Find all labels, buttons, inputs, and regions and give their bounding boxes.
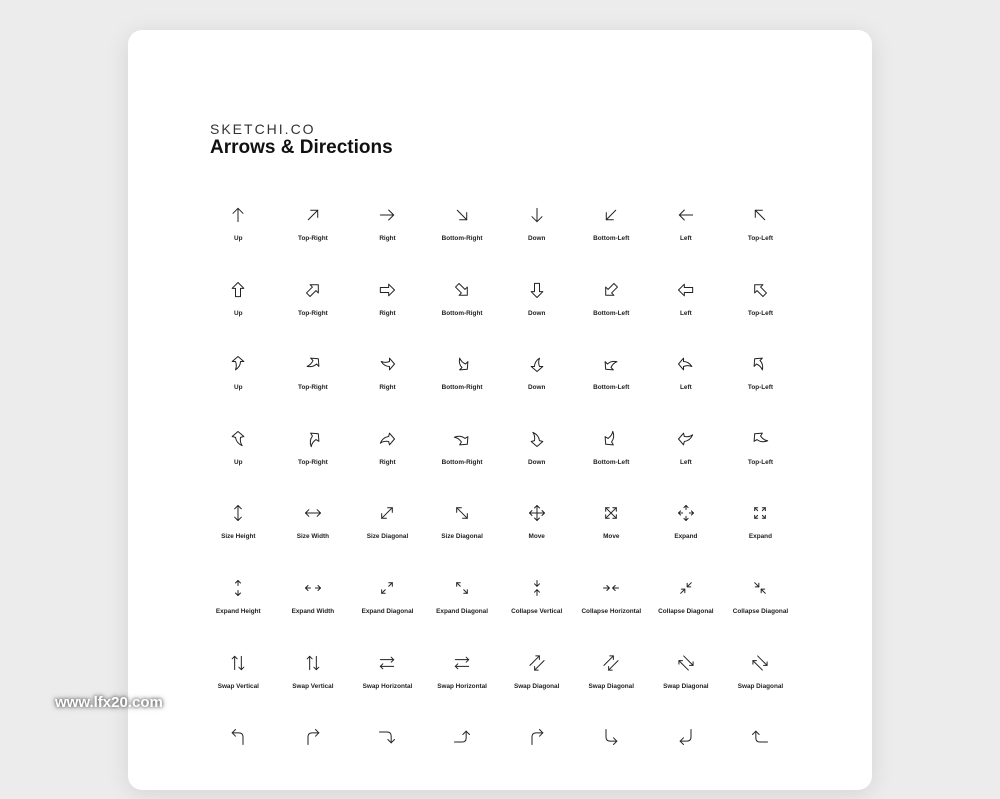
icon-label: Move (528, 533, 545, 541)
icon-tile (350, 575, 425, 650)
size-diagonal-nw-icon (452, 503, 472, 523)
icon-tile (201, 500, 276, 575)
icon-tile (499, 724, 574, 799)
collapse-horizontal-icon (601, 578, 621, 598)
arrow-down-icon (527, 205, 547, 225)
turn-up-right-alt-icon (527, 727, 547, 747)
block-arrow-bottom-left-icon (601, 280, 621, 300)
arrow-bottom-right-icon (452, 205, 472, 225)
icon-label: Expand Height (215, 607, 261, 615)
page-title: Arrows & Directions (210, 137, 393, 158)
icon-label: Swap Vertical (217, 682, 259, 690)
icon-tile (499, 500, 574, 575)
icon-tile (276, 500, 351, 575)
icon-tile (201, 724, 276, 799)
icon-tile (425, 351, 500, 426)
icon-label: Swap Diagonal (588, 682, 634, 690)
block-arrow-top-right-icon (303, 280, 323, 300)
icon-label: Bottom-Left (593, 384, 630, 392)
curved-arrow-left-alt-icon (676, 429, 696, 449)
icon-tile (201, 351, 276, 426)
block-arrow-bottom-right-icon (452, 280, 472, 300)
collapse-diagonal-nw-icon (750, 578, 770, 598)
move-diagonal-icon (601, 503, 621, 523)
icon-tile (723, 724, 798, 799)
curved-arrow-top-right-alt-icon (303, 429, 323, 449)
icon-tile (499, 351, 574, 426)
icon-label: Swap Diagonal (513, 682, 560, 690)
icon-tile (499, 426, 574, 501)
icon-tile (350, 724, 425, 799)
icon-label: Collapse Vertical (511, 607, 563, 615)
icon-tile (276, 351, 351, 426)
icon-label: Top-Right (298, 309, 328, 317)
brand-name: SKETCHI.CO (210, 121, 316, 137)
curved-arrow-bottom-right-icon (452, 354, 472, 374)
turn-up-left-icon (228, 727, 248, 747)
icon-tile (276, 575, 351, 650)
icon-tile (499, 650, 574, 725)
icon-tile (649, 351, 724, 426)
icon-label: Size Diagonal (366, 533, 409, 541)
icon-grid (201, 202, 798, 799)
turn-right-down-icon (601, 727, 621, 747)
icon-tile (723, 277, 798, 352)
arrow-up-icon (228, 205, 248, 225)
swap-diagonal-ne-alt-icon (601, 653, 621, 673)
curved-arrow-right-icon (377, 354, 397, 374)
icon-label: Down (527, 309, 546, 317)
icon-tile (276, 277, 351, 352)
icon-tile (649, 500, 724, 575)
block-arrow-up-icon (228, 280, 248, 300)
icon-tile (350, 650, 425, 725)
icon-label: Left (680, 235, 692, 242)
expand-width-icon (303, 578, 323, 598)
icon-tile (649, 575, 724, 650)
icon-label: Up (234, 235, 243, 242)
icon-label: Down (527, 458, 546, 466)
turn-up-right-icon (303, 727, 323, 747)
icon-label: Left (680, 309, 692, 317)
swap-diagonal-ne-icon (527, 653, 547, 673)
turn-down-left-icon (452, 727, 472, 747)
icon-tile (723, 500, 798, 575)
curved-arrow-top-right-icon (303, 354, 323, 374)
expand-diagonal-icon (750, 503, 770, 523)
icon-tile (723, 202, 798, 277)
curved-arrow-bottom-left-icon (601, 354, 621, 374)
block-arrow-down-icon (527, 280, 547, 300)
icon-tile (276, 202, 351, 277)
icon-tile (425, 426, 500, 501)
icon-sheet-card (128, 30, 872, 790)
icon-label: Expand Width (291, 607, 335, 615)
swap-vertical-icon (228, 653, 248, 673)
turn-down-left-alt-icon (676, 727, 696, 747)
collapse-diagonal-ne-icon (676, 578, 696, 598)
icon-label: Top-Left (747, 235, 773, 242)
block-arrow-left-icon (676, 280, 696, 300)
icon-tile (574, 650, 649, 725)
icon-label: Move (603, 533, 620, 541)
icon-label: Bottom-Right (441, 235, 483, 242)
icon-label: Bottom-Left (593, 235, 630, 242)
icon-tile (574, 575, 649, 650)
swap-vertical-alt-icon (303, 653, 323, 673)
icon-label: Size Height (221, 533, 256, 541)
icon-tile (201, 277, 276, 352)
icon-label: Left (680, 384, 692, 392)
icon-label: Expand (674, 533, 698, 541)
icon-label: Right (379, 458, 396, 466)
move-icon (527, 503, 547, 523)
block-arrow-top-left-icon (750, 280, 770, 300)
curved-arrow-bottom-right-alt-icon (452, 429, 472, 449)
icon-tile (350, 351, 425, 426)
turn-down-right-icon (377, 727, 397, 747)
turn-left-up-icon (750, 727, 770, 747)
icon-tile (276, 724, 351, 799)
icon-label: Expand (748, 533, 772, 541)
icon-label: Top-Right (298, 458, 328, 466)
icon-tile (201, 202, 276, 277)
size-diagonal-ne-icon (377, 503, 397, 523)
expand-diagonal-ne-icon (377, 578, 397, 598)
icon-tile (574, 500, 649, 575)
icon-label: Right (379, 384, 396, 392)
curved-arrow-down-alt-icon (527, 429, 547, 449)
expand-diagonal-nw-icon (452, 578, 472, 598)
curved-arrow-up-alt-icon (228, 429, 248, 449)
icon-label: Top-Left (747, 384, 773, 392)
curved-arrow-left-icon (676, 354, 696, 374)
icon-label: Expand Diagonal (436, 607, 488, 615)
icon-label: Bottom-Right (441, 384, 483, 392)
icon-label: Bottom-Right (441, 458, 483, 466)
icon-label: Right (379, 235, 396, 242)
arrow-bottom-left-icon (601, 205, 621, 225)
icon-tile (350, 500, 425, 575)
curved-arrow-down-icon (527, 354, 547, 374)
icon-tile (425, 202, 500, 277)
icon-tile (276, 650, 351, 725)
icon-label: Bottom-Left (593, 309, 630, 317)
icon-tile (723, 575, 798, 650)
icon-tile (574, 724, 649, 799)
icon-label: Swap Horizontal (362, 682, 413, 690)
swap-horizontal-icon (377, 653, 397, 673)
icon-label: Down (527, 384, 546, 392)
watermark-text: www.lfx20.com (55, 694, 163, 711)
icon-tile (425, 575, 500, 650)
curved-arrow-top-left-icon (750, 354, 770, 374)
icon-label: Swap Diagonal (663, 682, 709, 690)
icon-tile (201, 650, 276, 725)
curved-arrow-right-alt-icon (377, 429, 397, 449)
icon-label: Top-Left (747, 458, 773, 466)
icon-label: Right (379, 309, 396, 317)
arrow-left-icon (676, 205, 696, 225)
icon-tile (649, 277, 724, 352)
icon-tile (201, 575, 276, 650)
expand-icon (676, 503, 696, 523)
arrow-top-right-icon (303, 205, 323, 225)
icon-label: Swap Horizontal (437, 682, 487, 690)
swap-diagonal-nw-icon (676, 653, 696, 673)
block-arrow-right-icon (377, 280, 397, 300)
icon-tile (201, 426, 276, 501)
arrow-right-icon (377, 205, 397, 225)
icon-tile (723, 650, 798, 725)
collapse-vertical-icon (527, 578, 547, 598)
icon-tile (425, 277, 500, 352)
icon-tile (350, 277, 425, 352)
icon-label: Collapse Diagonal (732, 607, 789, 615)
swap-horizontal-alt-icon (452, 653, 472, 673)
curved-arrow-top-left-alt-icon (750, 429, 770, 449)
icon-tile (350, 426, 425, 501)
swap-diagonal-nw-alt-icon (750, 653, 770, 673)
icon-tile (425, 500, 500, 575)
icon-label: Left (680, 458, 692, 466)
expand-height-icon (228, 578, 248, 598)
icon-label: Top-Left (747, 309, 773, 317)
icon-label: Size Width (296, 533, 330, 541)
icon-tile (649, 724, 724, 799)
curved-arrow-up-icon (228, 354, 248, 374)
arrow-top-left-icon (750, 205, 770, 225)
icon-tile (425, 724, 500, 799)
icon-tile (649, 650, 724, 725)
icon-tile (425, 650, 500, 725)
curved-arrow-bottom-left-alt-icon (601, 429, 621, 449)
icon-label: Swap Vertical (292, 682, 334, 690)
icon-tile (649, 202, 724, 277)
icon-tile (499, 202, 574, 277)
icon-label: Collapse Diagonal (658, 607, 714, 615)
size-width-icon (303, 503, 323, 523)
icon-label: Expand Diagonal (361, 607, 414, 615)
icon-label: Bottom-Left (593, 458, 630, 466)
icon-tile (499, 575, 574, 650)
icon-label: Down (527, 235, 546, 242)
icon-label: Up (234, 384, 243, 392)
icon-label: Swap Diagonal (737, 682, 784, 690)
icon-label: Bottom-Right (441, 309, 483, 317)
icon-label: Size Diagonal (441, 533, 483, 541)
icon-label: Up (234, 309, 243, 317)
icon-tile (574, 202, 649, 277)
icon-tile (649, 426, 724, 501)
icon-label: Top-Right (298, 384, 328, 392)
icon-label: Top-Right (298, 235, 328, 242)
icon-tile (499, 277, 574, 352)
icon-tile (723, 426, 798, 501)
icon-tile (350, 202, 425, 277)
icon-tile (574, 351, 649, 426)
icon-tile (574, 277, 649, 352)
icon-tile (276, 426, 351, 501)
icon-label: Collapse Horizontal (581, 607, 642, 615)
icon-tile (574, 426, 649, 501)
size-height-icon (228, 503, 248, 523)
icon-tile (723, 351, 798, 426)
icon-label: Up (234, 458, 243, 466)
